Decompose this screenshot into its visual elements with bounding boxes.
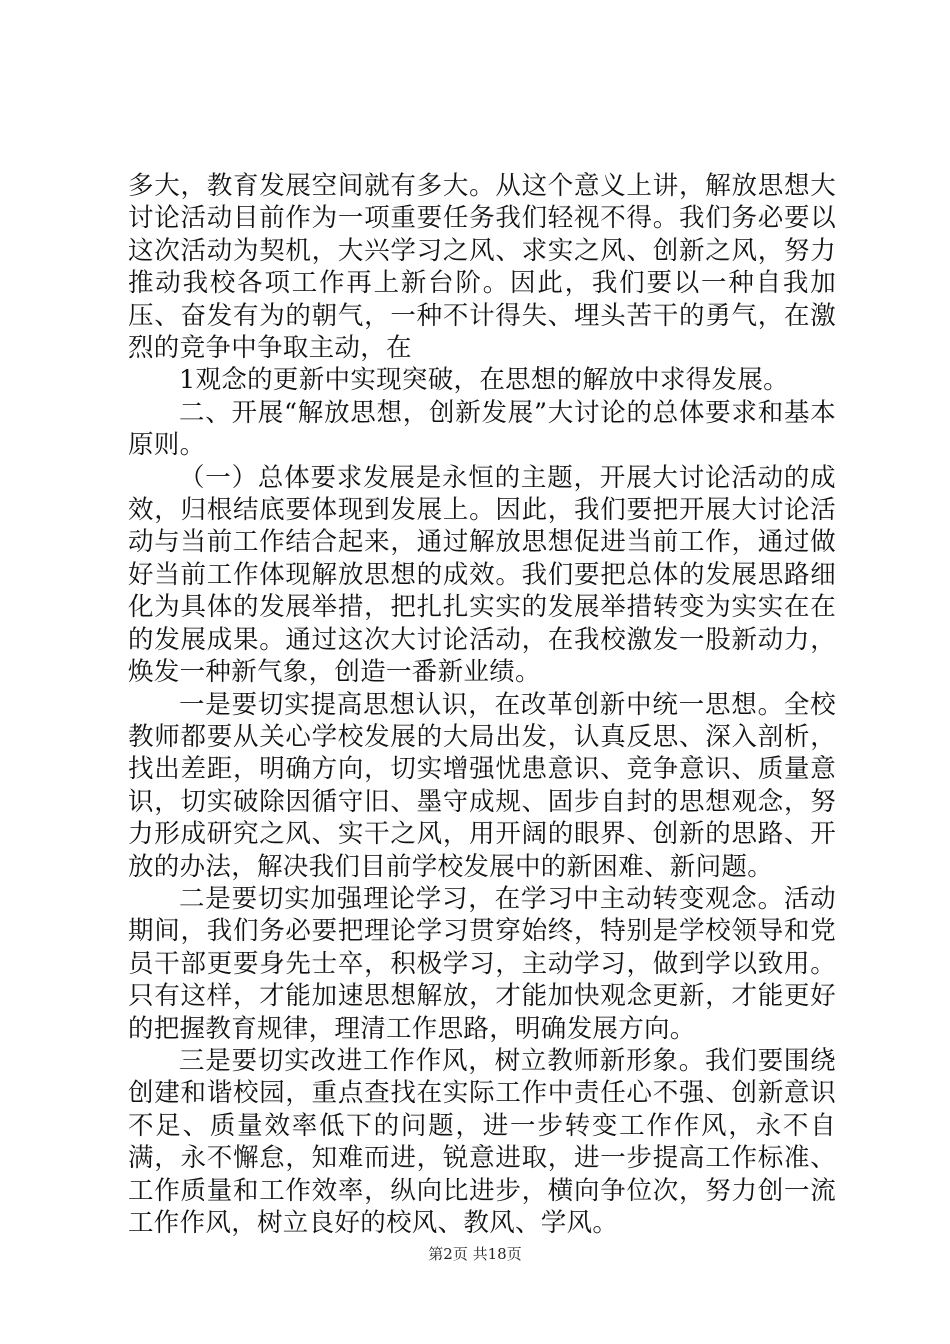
document-body xyxy=(128,170,836,1239)
paragraph-point-three: 三是要切实改进工作作风，树立教师新形象。我们要围绕创建和谐校园，重点查找在实际工作中责任心不强、创新意识不足、质量效率低下的问题，进一步转变工作作风，永不自满，永不懈怠，知难而进，锐意进取，进一步提高工作标准、工作质量和工作效率，纵向比进步，横向争位次，努力创一流工作作风，树立良好的校风、教风、学风。 xyxy=(128,1045,836,1238)
paragraph-1: 多大，教育发展空间就有多大。从这个意义上讲，解放思想大讨论活动目前作为一项重要任务我们轻视不得。我们务必要以这次活动为契机，大兴学习之风、求实之风、创新之风，努力推动我校各项工作再上新台阶。因此，我们要以一种自我加压、奋发有为的朝气，一种不计得失、埋头苦干的勇气，在激烈的竞争中争取主动，在 xyxy=(128,171,836,364)
paragraph-general-requirements: （一）总体要求发展是永恒的主题，开展大讨论活动的成效，归根结底要体现到发展上。因此，我们要把开展大讨论活动与当前工作结合起来，通过解放思想促进当前工作，通过做好当前工作体现解放思想的成效。我们要把总体的发展思路细化为具体的发展举措，把扎扎实实的发展举措转变为实实在在的发展成果。通过这次大讨论活动，在我校激发一股新动力，焕发一种新气象，创造一番新业绩。 xyxy=(128,462,836,688)
paragraph-point-one: 一是要切实提高思想认识，在改革创新中统一思想。全校教师都要从关心学校发展的大局出发，认真反思、深入剖析，找出差距，明确方向，切实增强忧患意识、竞争意识、质量意识，切实破除因循守旧、墨守成规、固步自封的思想观念，努力形成研究之风、实干之风，用开阔的眼界、创新的思路、开放的办法，解决我们目前学校发展中的新困难、新问题。 xyxy=(128,689,836,882)
page-footer xyxy=(0,1244,950,1264)
paragraph-2: 1观念的更新中实现突破，在思想的解放中求得发展。 xyxy=(179,365,789,396)
page-number-label: 第2页 共18页 xyxy=(428,1245,522,1263)
paragraph-point-two: 二是要切实加强理论学习，在学习中主动转变观念。活动期间，我们务必要把理论学习贯穿始终，特别是学校领导和党员干部更要身先士卒，积极学习，主动学习，做到学以致用。只有这样，才能加速思想解放，才能加快观念更新，才能更好的把握教育规律，理清工作思路，明确发展方向。 xyxy=(128,883,836,1044)
section-heading: 二、开展“解放思想，创新发展”大讨论的总体要求和基本原则。 xyxy=(128,397,836,461)
